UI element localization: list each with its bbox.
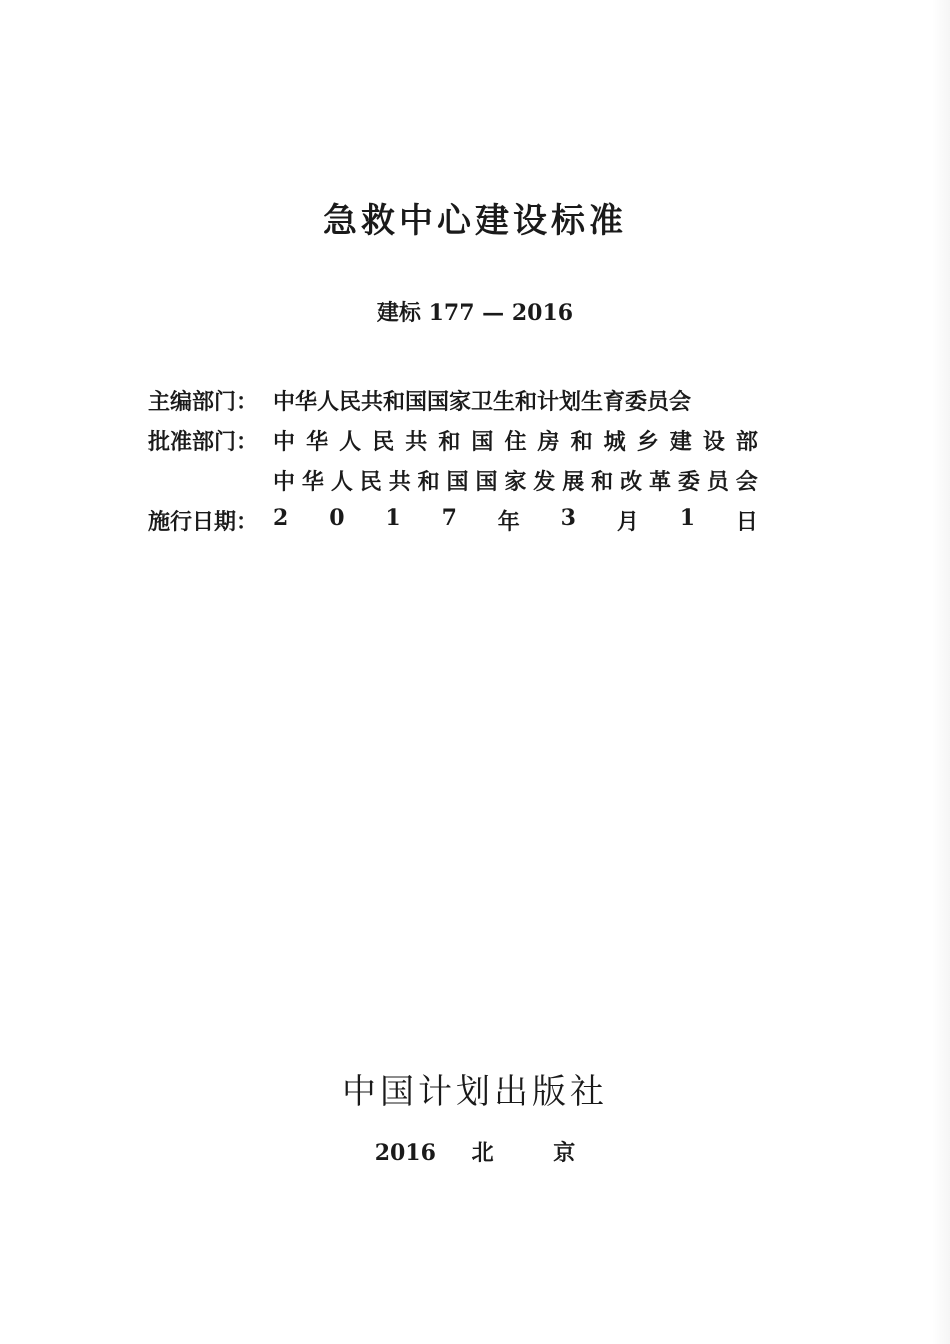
approver-value-2 xyxy=(273,465,758,496)
char: 民 xyxy=(372,428,395,455)
char: 员 xyxy=(706,468,729,495)
char: 0 xyxy=(329,504,345,531)
char: 共 xyxy=(388,468,411,495)
char: 委 xyxy=(677,468,700,495)
char: 3 xyxy=(560,504,576,531)
char: 家 xyxy=(504,468,527,495)
approver-row xyxy=(148,420,758,460)
char: 住 xyxy=(504,428,527,455)
char: 国 xyxy=(471,428,494,455)
char: 中 xyxy=(273,468,296,495)
effective-date-value xyxy=(273,505,758,536)
char: 乡 xyxy=(636,428,659,455)
publisher-name: 中国计划出版社 xyxy=(342,1072,608,1112)
char: 国 xyxy=(475,468,498,495)
char: 月 xyxy=(616,508,639,535)
char: 1 xyxy=(679,504,696,531)
char: 会 xyxy=(735,468,758,495)
imprint-line xyxy=(0,1136,950,1167)
imprint-city-1: 北 xyxy=(471,1140,494,1166)
char: 房 xyxy=(537,428,560,455)
char: 民 xyxy=(359,468,382,495)
char: 2 xyxy=(273,504,289,531)
publication-info xyxy=(148,380,758,540)
char: 城 xyxy=(603,428,626,455)
char: 建 xyxy=(669,428,692,455)
char: 日 xyxy=(735,508,758,535)
char: 人 xyxy=(339,428,362,455)
char: 人 xyxy=(330,468,353,495)
char: 华 xyxy=(306,428,329,455)
char: 展 xyxy=(562,468,585,495)
effective-date-row xyxy=(148,500,758,540)
char: 华 xyxy=(301,468,324,495)
standard-code: 建标 177 — 2016 xyxy=(376,300,574,326)
approver-label: 批准部门： xyxy=(148,428,259,455)
char: 革 xyxy=(648,468,671,495)
char: 和 xyxy=(570,428,593,455)
char: 年 xyxy=(497,508,520,535)
char: 1 xyxy=(385,504,401,531)
char: 部 xyxy=(735,428,758,455)
editor-value: 中华人民共和国国家卫生和计划生育委员会 xyxy=(273,388,692,415)
char: 改 xyxy=(620,468,643,495)
char: 7 xyxy=(441,504,457,531)
effective-date-label: 施行日期： xyxy=(148,508,259,535)
char: 和 xyxy=(417,468,440,495)
imprint-year: 2016 xyxy=(374,1140,436,1166)
char: 和 xyxy=(591,468,614,495)
imprint-city-2: 京 xyxy=(553,1140,576,1166)
editor-row xyxy=(148,380,758,420)
char: 发 xyxy=(533,468,556,495)
char: 中 xyxy=(273,428,296,455)
char: 和 xyxy=(438,428,461,455)
char: 共 xyxy=(405,428,428,455)
editor-label: 主编部门： xyxy=(148,388,259,415)
document-title: 急救中心建设标准 xyxy=(323,201,627,241)
approver-value-1 xyxy=(273,425,758,456)
char: 国 xyxy=(446,468,469,495)
approver-row-2 xyxy=(148,460,758,500)
char: 设 xyxy=(702,428,725,455)
